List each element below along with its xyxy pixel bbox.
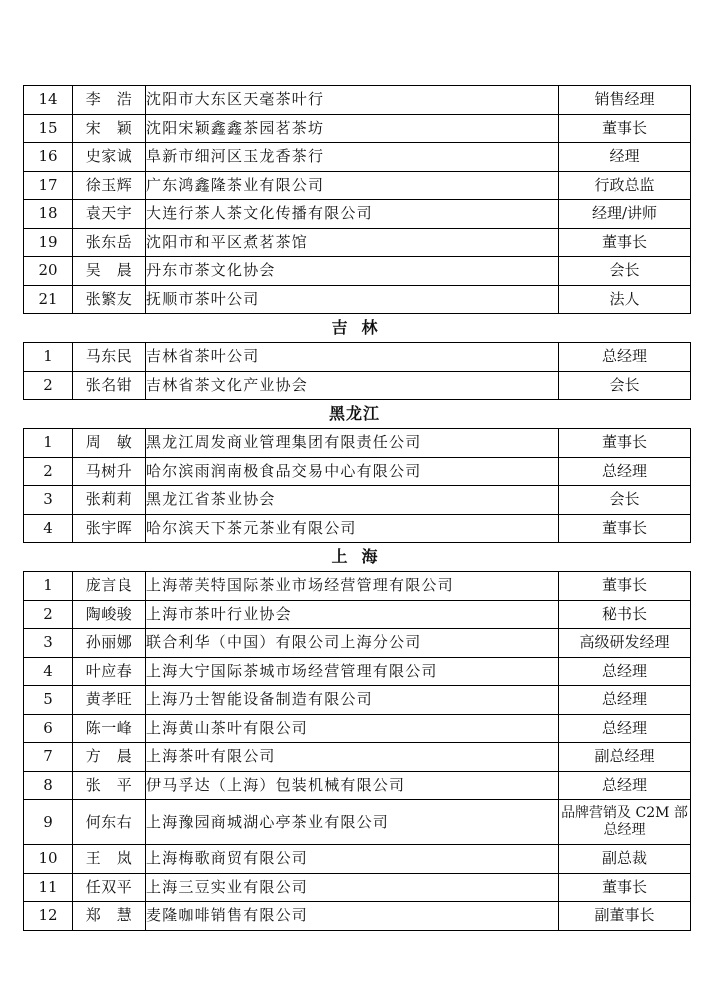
table-row bbox=[24, 514, 691, 543]
position: 品牌营销及 C2M 部总经理 bbox=[559, 800, 691, 845]
position: 行政总监 bbox=[559, 171, 691, 200]
row-number: 6 bbox=[24, 714, 73, 743]
organization: 上海大宁国际茶城市场经营管理有限公司 bbox=[146, 657, 559, 686]
table-row bbox=[24, 171, 691, 200]
row-number: 18 bbox=[24, 200, 73, 229]
table-row bbox=[24, 873, 691, 902]
section-title: 吉林 bbox=[331, 318, 392, 337]
organization: 黑龙江周发商业管理集团有限责任公司 bbox=[146, 429, 559, 458]
position: 总经理 bbox=[559, 657, 691, 686]
row-number: 1 bbox=[24, 429, 73, 458]
row-number: 8 bbox=[24, 771, 73, 800]
organization: 上海豫园商城湖心亭茶业有限公司 bbox=[146, 800, 559, 845]
position: 会长 bbox=[559, 371, 691, 400]
organization: 丹东市茶文化协会 bbox=[146, 257, 559, 286]
table-row bbox=[24, 429, 691, 458]
table-row bbox=[24, 686, 691, 715]
position: 副董事长 bbox=[559, 902, 691, 931]
table-row bbox=[24, 743, 691, 772]
person-name: 任双平 bbox=[73, 873, 146, 902]
table-row bbox=[24, 457, 691, 486]
person-name: 袁天宇 bbox=[73, 200, 146, 229]
row-number: 11 bbox=[24, 873, 73, 902]
position: 总经理 bbox=[559, 457, 691, 486]
row-number: 2 bbox=[24, 457, 73, 486]
person-name: 何东右 bbox=[73, 800, 146, 845]
organization: 麦隆咖啡销售有限公司 bbox=[146, 902, 559, 931]
table-row bbox=[24, 371, 691, 400]
organization: 抚顺市茶叶公司 bbox=[146, 285, 559, 314]
person-name: 庞言良 bbox=[73, 572, 146, 601]
position: 经理 bbox=[559, 143, 691, 172]
row-number: 17 bbox=[24, 171, 73, 200]
organization: 上海蒂芙特国际茶业市场经营管理有限公司 bbox=[146, 572, 559, 601]
section-table bbox=[23, 342, 691, 400]
person-name: 宋 颖 bbox=[73, 114, 146, 143]
person-name: 徐玉辉 bbox=[73, 171, 146, 200]
position: 副总裁 bbox=[559, 845, 691, 874]
table-row bbox=[24, 486, 691, 515]
person-name: 张东岳 bbox=[73, 228, 146, 257]
person-name: 王 岚 bbox=[73, 845, 146, 874]
row-number: 2 bbox=[24, 600, 73, 629]
organization: 伊马孚达（上海）包装机械有限公司 bbox=[146, 771, 559, 800]
table-row bbox=[24, 600, 691, 629]
position: 总经理 bbox=[559, 686, 691, 715]
position: 秘书长 bbox=[559, 600, 691, 629]
organization: 沈阳宋颖鑫鑫茶园茗茶坊 bbox=[146, 114, 559, 143]
section-table bbox=[23, 571, 691, 931]
row-number: 4 bbox=[24, 514, 73, 543]
person-name: 吴 晨 bbox=[73, 257, 146, 286]
table-row bbox=[24, 657, 691, 686]
row-number: 4 bbox=[24, 657, 73, 686]
position: 总经理 bbox=[559, 771, 691, 800]
person-name: 郑 慧 bbox=[73, 902, 146, 931]
person-name: 张名钳 bbox=[73, 371, 146, 400]
organization: 哈尔滨雨润南极食品交易中心有限公司 bbox=[146, 457, 559, 486]
row-number: 19 bbox=[24, 228, 73, 257]
section-title: 上海 bbox=[331, 547, 392, 566]
table-row bbox=[24, 572, 691, 601]
table-row bbox=[24, 228, 691, 257]
table-row bbox=[24, 285, 691, 314]
organization: 阜新市细河区玉龙香茶行 bbox=[146, 143, 559, 172]
person-name: 黄孝旺 bbox=[73, 686, 146, 715]
organization: 吉林省茶文化产业协会 bbox=[146, 371, 559, 400]
person-name: 陶峻骏 bbox=[73, 600, 146, 629]
position: 会长 bbox=[559, 257, 691, 286]
row-number: 20 bbox=[24, 257, 73, 286]
row-number: 1 bbox=[24, 343, 73, 372]
row-number: 21 bbox=[24, 285, 73, 314]
table-row bbox=[24, 902, 691, 931]
row-number: 14 bbox=[24, 86, 73, 115]
organization: 黑龙江省茶业协会 bbox=[146, 486, 559, 515]
position: 经理/讲师 bbox=[559, 200, 691, 229]
row-number: 3 bbox=[24, 486, 73, 515]
attendee-list bbox=[23, 85, 686, 931]
position: 高级研发经理 bbox=[559, 629, 691, 658]
table-row bbox=[24, 714, 691, 743]
organization: 上海梅歌商贸有限公司 bbox=[146, 845, 559, 874]
position: 总经理 bbox=[559, 714, 691, 743]
table-row bbox=[24, 143, 691, 172]
section-table bbox=[23, 428, 691, 543]
person-name: 陈一峰 bbox=[73, 714, 146, 743]
position: 法人 bbox=[559, 285, 691, 314]
table-row bbox=[24, 200, 691, 229]
organization: 上海市茶叶行业协会 bbox=[146, 600, 559, 629]
row-number: 12 bbox=[24, 902, 73, 931]
position: 会长 bbox=[559, 486, 691, 515]
row-number: 1 bbox=[24, 572, 73, 601]
organization: 上海茶叶有限公司 bbox=[146, 743, 559, 772]
table-row bbox=[24, 257, 691, 286]
position: 董事长 bbox=[559, 228, 691, 257]
row-number: 3 bbox=[24, 629, 73, 658]
position: 董事长 bbox=[559, 572, 691, 601]
organization: 广东鸿鑫隆茶业有限公司 bbox=[146, 171, 559, 200]
section-title: 黑龙江 bbox=[328, 404, 380, 423]
organization: 吉林省茶叶公司 bbox=[146, 343, 559, 372]
person-name: 叶应春 bbox=[73, 657, 146, 686]
row-number: 2 bbox=[24, 371, 73, 400]
table-row bbox=[24, 771, 691, 800]
position: 副总经理 bbox=[559, 743, 691, 772]
organization: 沈阳市和平区煮茗茶馆 bbox=[146, 228, 559, 257]
organization: 沈阳市大东区天毫茶叶行 bbox=[146, 86, 559, 115]
person-name: 方 晨 bbox=[73, 743, 146, 772]
row-number: 16 bbox=[24, 143, 73, 172]
position: 董事长 bbox=[559, 514, 691, 543]
organization: 联合利华（中国）有限公司上海分公司 bbox=[146, 629, 559, 658]
organization: 上海三豆实业有限公司 bbox=[146, 873, 559, 902]
row-number: 10 bbox=[24, 845, 73, 874]
position: 董事长 bbox=[559, 873, 691, 902]
person-name: 马树升 bbox=[73, 457, 146, 486]
person-name: 马东民 bbox=[73, 343, 146, 372]
position: 总经理 bbox=[559, 343, 691, 372]
table-row bbox=[24, 86, 691, 115]
position: 董事长 bbox=[559, 429, 691, 458]
person-name: 李 浩 bbox=[73, 86, 146, 115]
table-row bbox=[24, 845, 691, 874]
position: 董事长 bbox=[559, 114, 691, 143]
organization: 哈尔滨天下茶元茶业有限公司 bbox=[146, 514, 559, 543]
organization: 大连行茶人茶文化传播有限公司 bbox=[146, 200, 559, 229]
person-name: 张宇晖 bbox=[73, 514, 146, 543]
person-name: 周 敏 bbox=[73, 429, 146, 458]
position: 销售经理 bbox=[559, 86, 691, 115]
row-number: 9 bbox=[24, 800, 73, 845]
table-row bbox=[24, 800, 691, 845]
table-row bbox=[24, 114, 691, 143]
row-number: 7 bbox=[24, 743, 73, 772]
organization: 上海黄山茶叶有限公司 bbox=[146, 714, 559, 743]
row-number: 15 bbox=[24, 114, 73, 143]
table-row bbox=[24, 343, 691, 372]
person-name: 史家诚 bbox=[73, 143, 146, 172]
person-name: 孙丽娜 bbox=[73, 629, 146, 658]
section-table bbox=[23, 85, 691, 314]
person-name: 张莉莉 bbox=[73, 486, 146, 515]
organization: 上海乃士智能设备制造有限公司 bbox=[146, 686, 559, 715]
person-name: 张 平 bbox=[73, 771, 146, 800]
person-name: 张繁友 bbox=[73, 285, 146, 314]
row-number: 5 bbox=[24, 686, 73, 715]
table-row bbox=[24, 629, 691, 658]
